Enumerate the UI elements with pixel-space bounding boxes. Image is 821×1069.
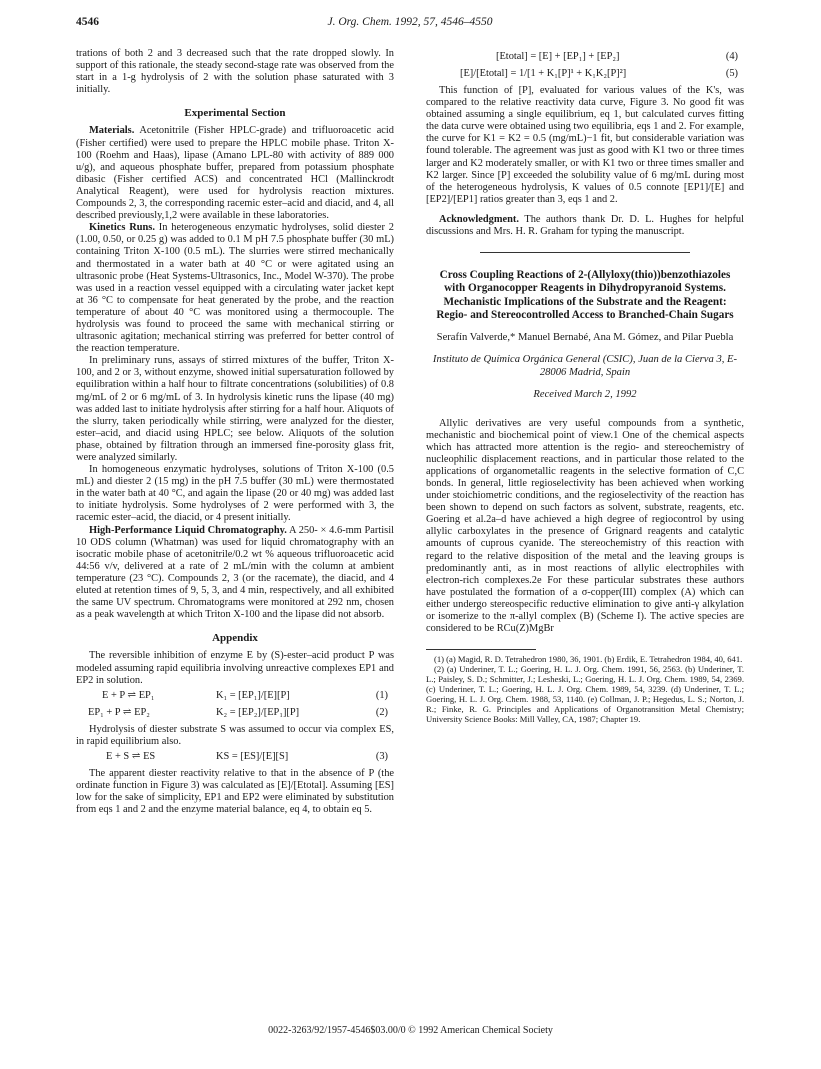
materials-text: Acetonitrile (Fisher HPLC-grade) and trifluoroacetic acid (Fisher certified) were used to prepare the HPLC mobile phase. Triton X-100 (Roehm and Haas), lipase (Amano LPL-80 with activity of 889 000 u/g), and aqueous phosphate buffer, prepared from potassium phosphate dibasic (Fisher certified ACS) and concentrated HCl (Mallinckrodt Analytical Reagent), were used for hydrolysis reaction mixtures. Compounds 2, 3, the corresponding racemic ester–acid and diacid, and 4, all described previously,1,2 were available in these laboratories.: [76, 125, 394, 222]
equation-4-number: (4): [725, 51, 738, 62]
acknowledgment-label: Acknowledgment.: [439, 213, 519, 225]
article-authors: Serafín Valverde,* Manuel Bernabé, Ana M. Gómez, and Pilar Puebla: [436, 331, 734, 343]
received-date: Received March 2, 1992: [533, 389, 637, 401]
equation-1-number: (1): [375, 689, 388, 701]
appendix-paragraph-2: Hydrolysis of diester substrate S was assumed to occur via complex ES, in rapid equilibrium also.: [76, 723, 394, 747]
equation-1-constant: K₁ = [EP₁]/[E][P]: [216, 689, 290, 701]
hplc-text: A 250- × 4.6-mm Partisil 10 ODS column (Whatman) was used for liquid chromatography with an isocratic mobile phase of acetonitrile/0.2 wt % aqueous trifluoroacetic acid 44:56 v/v, delivered at a rate of 2 mL/min with the column at ambient temperature (23 °C). Compounds 2, 3 (or the racemate), the diacid, and 4 eluted at retention times of 9, 5, 3, and 4 min, respectively, and all exhibited the same UV spectrum. Chromatograms were monitored at 292 nm, chosen as a peak wavelength at which Triton X-100 and the lipase did not absorb.: [76, 524, 394, 621]
equation-2: [76, 707, 394, 721]
footnote-rule: [426, 649, 536, 650]
article-separator: [480, 252, 690, 253]
footnotes: [426, 654, 744, 724]
equation-2-number: (2): [375, 706, 388, 718]
hplc-paragraph: [76, 525, 394, 622]
hplc-label: High-Performance Liquid Chromatography.: [89, 524, 287, 536]
left-column: [76, 48, 394, 816]
homogeneous-paragraph: In homogeneous enzymatic hydrolyses, solutions of Triton X-100 (0.5 mL) and diester 2 (15 mg) in the pH 7.5 buffer (30 mL) were thermostated in the water bath at 40 °C, and again the lipase (20 or 40 mg) was added last to initiate hydrolysis. Some hydrolyses of 2 were performed with 3, the racemic ester–acid, the diacid, or 4 present initially.: [76, 464, 394, 524]
running-header: [76, 16, 744, 32]
equation-1: [76, 690, 394, 704]
experimental-heading: Experimental Section: [184, 107, 286, 120]
equation-2-constant: K₂ = [EP₂]/[EP₁][P]: [216, 706, 300, 718]
acknowledgment-text: The authors thank Dr. D. L. Hughes for helpful discussions and Mrs. H. R. Graham for typing the manuscript.: [426, 213, 745, 238]
allylic-paragraph: Allylic derivatives are very useful compounds from a synthetic, mechanistic and biochemical point of view.1 One of the chemical aspects which has attracted more attention is the regio- and stereochemistry of nucleophilic displacement reactions, and in particular those related to the applications of organometallic reagents in the selective formation of C,C bonds. In general, little regioselectivity has been achieved when working under stoichiometric conditions, and the regioselectivity of the reaction has been shown to depend on such factors as solvent, substrate, reagents, etc. Goering et al.2a–d have achieved a high degree of regiocontrol by using allylic carboxylates in the presence of Grignard reagents and catalytic amounts of cuprous cyanide. The stereochemistry of this reaction with regard to the relative disposition of the metal and the leaving groups is predominantly anti, as in most reactions of allylic electrophiles with electron-rich complexes.2e For these particular substrates these authors have postulated the formation of a σ-copper(III) complex (A) which can either undergo stereospecific reductive elimination to give anti-γ alkylation or isomerize to the π-allyl complex (B) (Scheme I). The active species are considered to be RCu(Z)MgBr: [426, 417, 744, 635]
footnote-1: (1) (a) Magid, R. D. Tetrahedron 1980, 36, 1901. (b) Erdik, E. Tetrahedron 1984, 40, 641.: [434, 654, 743, 665]
right-column: [426, 48, 744, 724]
page-number: 4546: [76, 16, 99, 28]
equation-5: [426, 68, 744, 82]
equation-5-number: (5): [725, 68, 738, 79]
kinetics-text: In heterogeneous enzymatic hydrolyses, solid diester 2 (1.00, 0.50, or 0.25 g) was added to 0.1 M pH 7.5 phosphate buffer (30 mL) containing Triton X-100 (0.5 mL). The slurries were stirred mechanically and thermostated in a water bath at 40 °C or were agitated using an ultrasonic probe (Heat Systems-Ultrasonics, Inc., Model W-370). The probe was used in a reaction vessel equipped with a circulating water jacket kept at 36 °C to compensate for heat generated by the probe, and the reaction temperature of about 40 °C was monitored using a thermocouple. The hydrolysis was found to proceed the same with mechanical stirring or ultrasonic agitation; mechanical stirring was preferred for better control of the reaction temperature.: [76, 222, 394, 355]
footnote-2: (2) (a) Underiner, T. L.; Goering, H. L. J. Org. Chem. 1991, 56, 2563. (b) Underiner, T. L.; Paisley, S. D.; Schmitter, J.; Lesheski, L.; Goering, H. L. J. Org. Chem. 1989, 54, 2369. (c) Underiner, T. L.; Goering, H. L. J. Org. Chem. 1989, 54, 3239. (d) Underiner, T. L.; Goering, H. L. J. Org. Chem. 1988, 53, 1140. (e) Collman, J. P.; Hegedus, L. S.; Norton, J. R.; Finke, R. G. Principles and Applications of Organotransition Metal Chemistry; University Science Books: Mill Valley, CA, 1987; Chapter 19.: [426, 664, 744, 725]
article-title: Cross Coupling Reactions of 2-(Allyloxy(thio))benzothiazoles with Organocopper Reagents in Dihydropyranoid Systems. Mechanistic Implications of the Substrate and the Reagent: Regio- and Stereocontrolled Access to Branched-Chain Sugars: [436, 269, 734, 321]
journal-citation: J. Org. Chem. 1992, 57, 4546–4550: [327, 16, 493, 28]
preliminary-paragraph: In preliminary runs, assays of stirred mixtures of the buffer, Triton X-100, and 2 or 3, without enzyme, showed initial supersaturation followed by equilibration within a half hour to filtrate concentrations (solubilities) of 0.8 mg/mL of 2 or 6 mg/mL of 3. In hydrolysis kinetic runs the lipase (40 mg) was added last to initiate hydrolysis after stirring for a half hour. Aliquots of the slurry, taken periodically while stirring, were analyzed for the diester, ester–acid, and diacid using HPLC; see below. Aliquots of the solution phase, obtained by filtration through an immersed fine-porosity glass frit, were analyzed similarly.: [76, 355, 394, 463]
kinetics-label: Kinetics Runs.: [89, 222, 155, 234]
equation-4-text: [Etotal] = [E] + [EP₁] + [EP₂]: [496, 51, 620, 62]
function-paragraph: This function of [P], evaluated for various values of the K's, was compared to the relative reactivity data curve, Figure 3. No good fit was obtained assuming a single equilibrium, eq 1, but calculated curves fitting the data curve were obtained using two equilibria, eqs 1 and 2. For example, the curve for K1 = K2 = 0.5 (mg/mL)−1 fit, but considerable variation was found tolerable. The agreement was just as good with K1 two or three times larger and K2 moderately smaller, or with K1 two or three times smaller and K2 larger. Since [P] exceeded the solubility value of 6 mg/mL during most of the heterogeneous hydrolysis, K values of 0.5 connote [EP1]/[E] and [EP2]/[EP1] ratios greater than 3, eqs 1 and 2.: [426, 85, 744, 205]
page-footer: 0022-3263/92/1957-4546$03.00/0 © 1992 American Chemical Society: [268, 1025, 553, 1036]
equation-4: [426, 51, 744, 65]
appendix-heading: Appendix: [212, 632, 258, 645]
equation-3-number: (3): [375, 750, 388, 762]
equation-5-text: [E]/[Etotal] = 1/[1 + K₁[P]¹ + K₁K₂[P]²]: [460, 68, 627, 79]
equation-2-reaction: EP₁ + P ⇌ EP₂: [88, 706, 150, 718]
intro-paragraph: trations of both 2 and 3 decreased such that the rate dropped slowly. In support of this rationale, the steady second-stage rate was observed from the start in a 1-g hydrolysis of 2 with the solution phase saturated with 3 initially.: [76, 48, 394, 96]
kinetics-paragraph: [76, 222, 394, 355]
materials-label: Materials.: [89, 125, 135, 137]
article-affiliation: Instituto de Química Orgánica General (CSIC), Juan de la Cierva 3, E-28006 Madrid, Spain: [432, 354, 738, 378]
materials-paragraph: [76, 125, 394, 222]
appendix-paragraph-1: The reversible inhibition of enzyme E by (S)-ester–acid product P was modeled assuming rapid equilibria involving unreactive complexes EP1 and EP2 in solution.: [76, 650, 394, 686]
equation-3-constant: KS = [ES]/[E][S]: [216, 750, 289, 762]
equation-1-reaction: E + P ⇌ EP₁: [102, 689, 155, 701]
acknowledgment-paragraph: [426, 214, 744, 238]
equation-3-reaction: E + S ⇌ ES: [106, 750, 156, 762]
appendix-paragraph-3: The apparent diester reactivity relative to that in the absence of P (the ordinate function in Figure 3) was calculated as [E]/[Etotal]. Assuming [ES] low for the sake of simplicity, EP1 and EP2 were eliminated by substitution from eqs 1 and 2 and the enzyme material balance, eq 4, to obtain eq 5.: [76, 767, 394, 816]
equation-3: [76, 751, 394, 765]
